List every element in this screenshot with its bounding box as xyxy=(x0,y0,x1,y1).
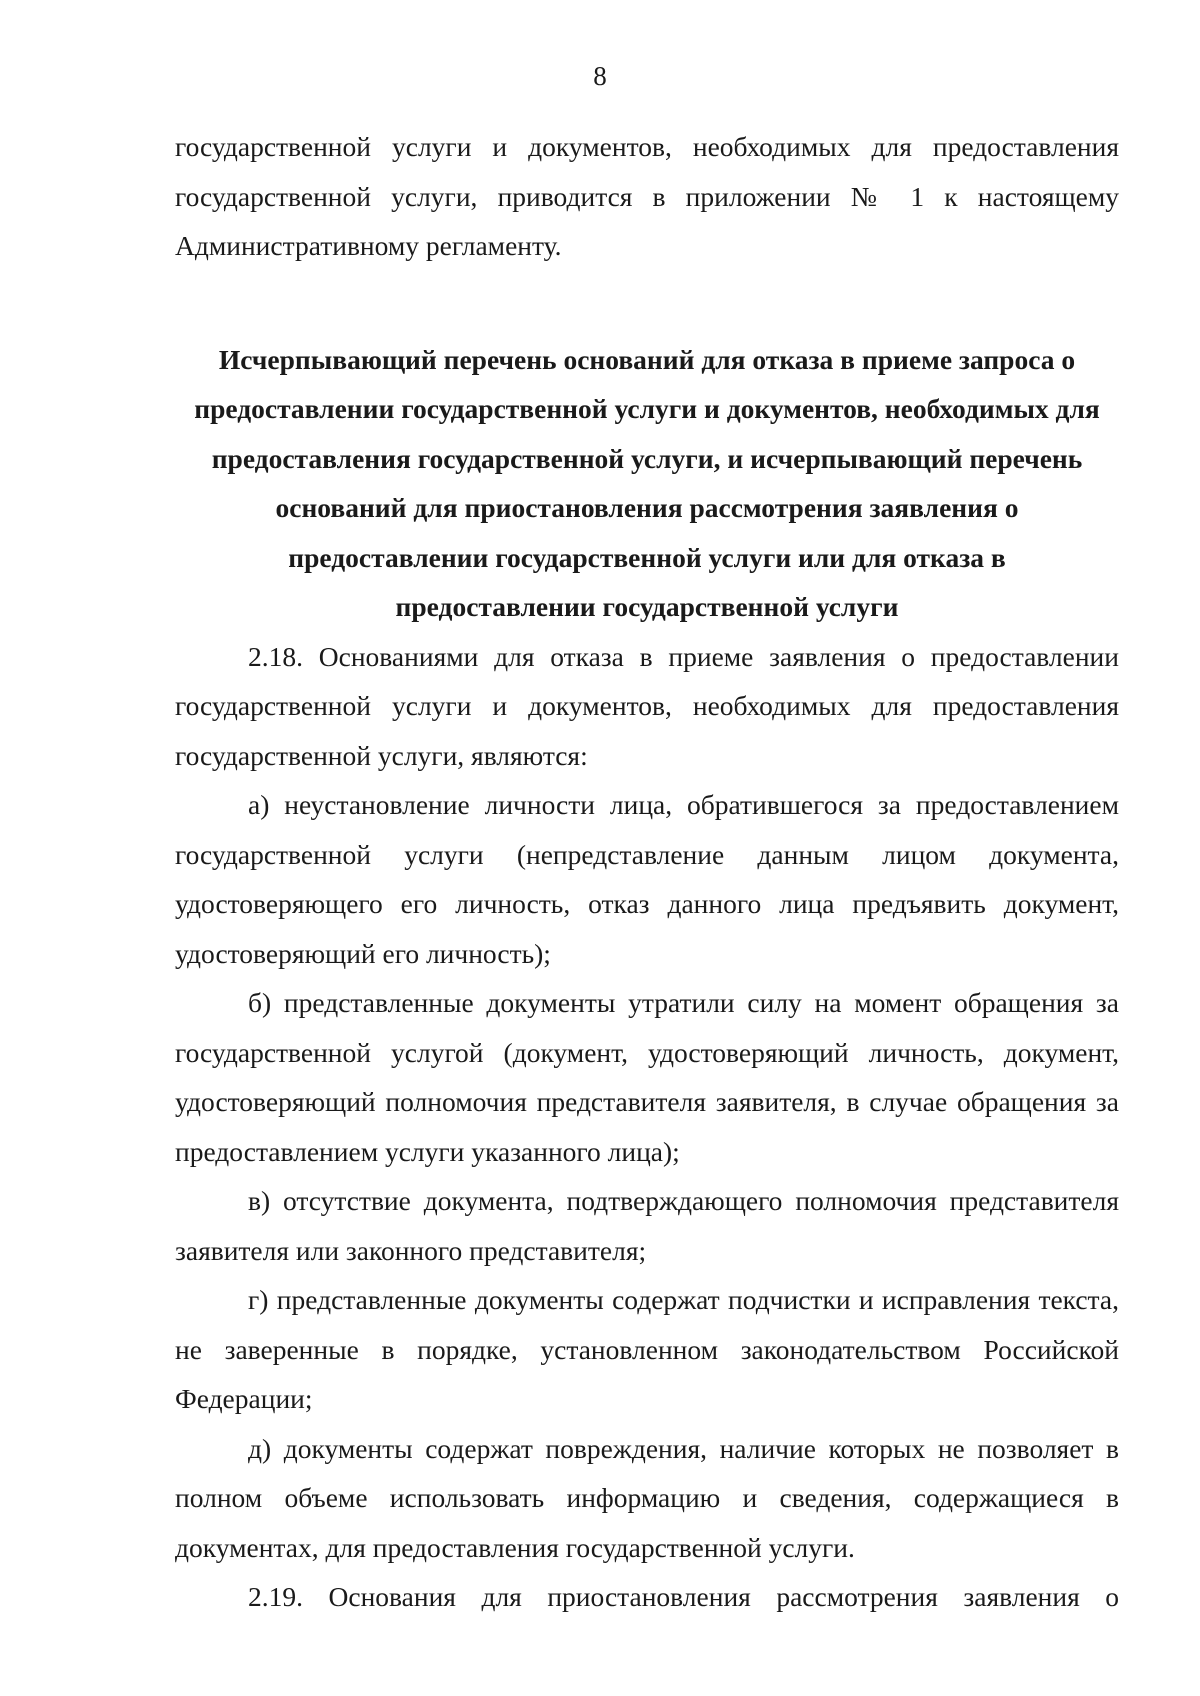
paragraph-2-18: 2.18. Основаниями для отказа в приеме заявления о предоставлении государственной услуги и документов, необходимых для предоставления государственной услуги, являются: xyxy=(175,640,1119,771)
list-item-a: а) неустановление личности лица, обратившегося за предоставлением государственной услуги (непредставление данным лицом документа, удостоверяющего его личность, отказ данного лица предъявить документ, удостоверяющий его личность); xyxy=(175,789,1119,969)
heading-line: предоставлении государственной услуги или для отказа в xyxy=(288,541,1006,573)
document-body xyxy=(175,122,1119,1622)
list-item-v: в) отсутствие документа, подтверждающего полномочия представителя заявителя или законного представителя; xyxy=(175,1185,1119,1266)
heading-line: предоставления государственной услуги, и исчерпывающий перечень xyxy=(211,442,1083,474)
section-heading xyxy=(175,335,1119,632)
list-item-g: г) представленные документы содержат подчистки и исправления текста, не заверенные в порядке, установленном законодательством Российской Федерации; xyxy=(175,1284,1119,1414)
list-item-b: б) представленные документы утратили силу на момент обращения за государственной услугой (документ, удостоверяющий личность, документ, удостоверяющий полномочия представителя заявителя, в случае обращения за предоставлением услуги указанного лица); xyxy=(175,987,1119,1167)
list-item-d: д) документы содержат повреждения, наличие которых не позволяет в полном объеме использовать информацию и сведения, содержащиеся в документах, для предоставления государственной услуги. xyxy=(175,1432,1119,1563)
heading-line: предоставлении государственной услуги xyxy=(395,591,899,622)
paragraph-2-19: 2.19. Основания для приостановления рассмотрения заявления о xyxy=(248,1581,1119,1612)
heading-line: Исчерпывающий перечень оснований для отказа в приеме запроса о xyxy=(218,343,1076,375)
intro-paragraph: государственной услуги и документов, необходимых для предоставления государственной услуги, приводится в приложении № 1 к настоящему Административному регламенту. xyxy=(175,131,1119,261)
heading-line: предоставлении государственной услуги и документов, необходимых для xyxy=(194,393,1100,424)
page-number: 8 xyxy=(593,61,607,91)
heading-line: оснований для приостановления рассмотрения заявления о xyxy=(275,492,1019,523)
